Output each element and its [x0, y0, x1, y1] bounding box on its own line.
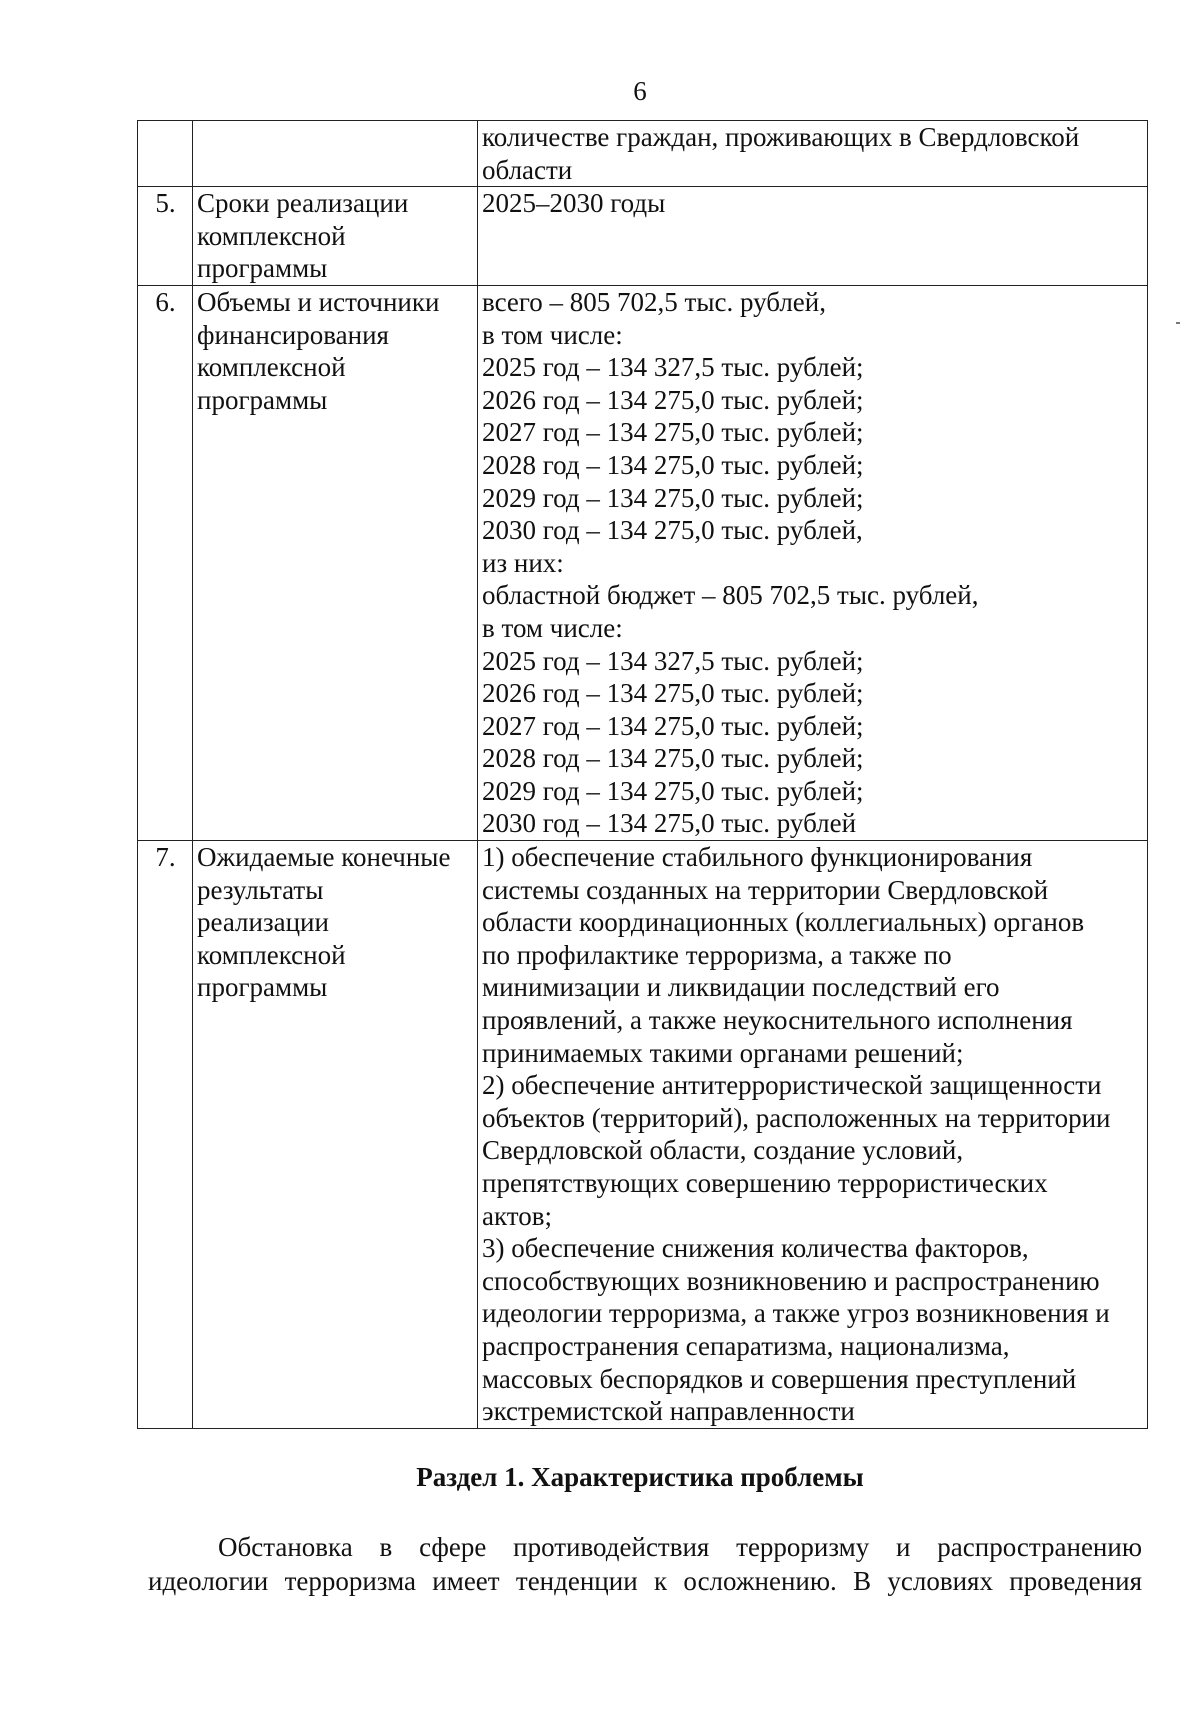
parameter-value-line: минимизации и ликвидации последствий его	[482, 972, 1000, 1003]
parameter-value-line: объектов (территорий), расположенных на территории	[482, 1102, 1111, 1133]
table-row	[138, 121, 1148, 187]
parameter-name-cell	[193, 285, 478, 840]
parameter-name-cell	[193, 187, 478, 286]
parameter-value-line: проявлений, а также неукоснительного исполнения	[482, 1005, 1073, 1036]
parameter-value-line: 3) обеспечение снижения количества факторов,	[482, 1233, 1029, 1264]
parameter-value-cell	[478, 285, 1148, 840]
parameter-value-line: препятствующих совершению террористических	[482, 1168, 1048, 1198]
parameter-value-line: 2028 год – 134 275,0 тыс. рублей;	[482, 743, 864, 774]
parameter-value-line: 2028 год – 134 275,0 тыс. рублей;	[482, 449, 864, 480]
row-number: 7.	[155, 842, 176, 873]
parameter-value-line: 2027 год – 134 275,0 тыс. рублей;	[482, 710, 864, 741]
parameter-value-line: в том числе:	[482, 319, 623, 350]
parameter-value-line: 2026 год – 134 275,0 тыс. рублей;	[482, 384, 864, 415]
parameter-value-line: 2030 год – 134 275,0 тыс. рублей,	[482, 515, 863, 546]
parameter-name-line: комплексной	[197, 220, 346, 251]
parameter-value-line: области	[482, 154, 573, 185]
parameter-value-line: 2029 год – 134 275,0 тыс. рублей;	[482, 482, 864, 513]
body-paragraph: Обстановка в сфере противодействия терроризму и распространению идеологии терроризма имеет тенденции к осложнению. В условиях проведения	[148, 1532, 1142, 1596]
program-passport-table	[137, 120, 1148, 1429]
parameter-name-line: финансирования	[197, 319, 389, 350]
parameter-value-line: способствующих возникновению и распространению	[482, 1265, 1100, 1296]
parameter-value-line: области координационных (коллегиальных) органов	[482, 907, 1085, 938]
parameter-value-line: принимаемых такими органами решений;	[482, 1037, 964, 1068]
parameter-value-line: областной бюджет – 805 702,5 тыс. рублей,	[482, 580, 979, 611]
row-number-cell	[138, 841, 193, 1429]
parameter-value-cell	[478, 187, 1148, 286]
parameter-value-line: 2025 год – 134 327,5 тыс. рублей;	[482, 645, 864, 676]
parameter-value-line: количестве граждан, проживающих в Свердловской	[482, 122, 1080, 152]
parameter-name-line: Сроки реализации	[197, 188, 409, 219]
parameter-value-cell	[478, 841, 1148, 1429]
parameter-name-line: Объемы и источники	[197, 286, 440, 317]
row-number-cell	[138, 121, 193, 187]
parameter-value-line: 2025–2030 годы	[482, 188, 666, 219]
parameter-name-cell	[193, 121, 478, 187]
parameter-value-line: идеологии терроризма, а также угроз возникновения и	[482, 1298, 1110, 1329]
parameter-value-line: Свердловской области, создание условий,	[482, 1135, 964, 1166]
row-number-cell	[138, 187, 193, 286]
parameter-name-line: комплексной	[197, 939, 346, 970]
table-row	[138, 187, 1148, 286]
parameter-name-line: программы	[197, 972, 328, 1003]
parameter-value-line: всего – 805 702,5 тыс. рублей,	[482, 286, 826, 317]
parameter-value-line: 2029 год – 134 275,0 тыс. рублей;	[482, 775, 864, 806]
parameter-name-line: Ожидаемые конечные	[197, 842, 451, 873]
row-number: 5.	[155, 188, 176, 219]
parameter-value-cell	[478, 121, 1148, 187]
parameter-name-line: результаты	[197, 874, 324, 905]
table-row	[138, 841, 1148, 1429]
row-number: 6.	[155, 286, 176, 317]
section-heading: Раздел 1. Характеристика проблемы	[416, 1462, 864, 1492]
parameter-value-line: 1) обеспечение стабильного функционирования	[482, 842, 1033, 873]
passport-table-body	[138, 121, 1148, 1429]
parameter-value-line: в том числе:	[482, 612, 623, 643]
parameter-value-line: 2030 год – 134 275,0 тыс. рублей	[482, 808, 857, 839]
parameter-value-line: распространения сепаратизма, национализма,	[482, 1330, 1010, 1361]
parameter-name-line: программы	[197, 253, 328, 284]
parameter-value-line: экстремистской направленности	[482, 1396, 855, 1427]
parameter-name-line: реализации	[197, 907, 329, 938]
table-row	[138, 285, 1148, 840]
parameter-value-line: из них:	[482, 547, 564, 578]
row-number-cell	[138, 285, 193, 840]
parameter-value-line: массовых беспорядков и совершения преступлений	[482, 1363, 1077, 1394]
parameter-value-line: по профилактике терроризма, а также по	[482, 939, 952, 970]
scan-speck	[1176, 322, 1180, 324]
parameter-name-line: комплексной	[197, 352, 346, 383]
parameter-value-line: 2025 год – 134 327,5 тыс. рублей;	[482, 352, 864, 383]
page-number: 6	[633, 76, 647, 106]
parameter-value-line: 2027 год – 134 275,0 тыс. рублей;	[482, 417, 864, 448]
parameter-value-line: 2) обеспечение антитеррористической защищенности	[482, 1070, 1102, 1101]
parameter-value-line: актов;	[482, 1200, 552, 1231]
parameter-value-line: 2026 год – 134 275,0 тыс. рублей;	[482, 678, 864, 709]
parameter-name-line: программы	[197, 384, 328, 415]
parameter-name-cell	[193, 841, 478, 1429]
parameter-value-line: системы созданных на территории Свердловской	[482, 874, 1049, 905]
